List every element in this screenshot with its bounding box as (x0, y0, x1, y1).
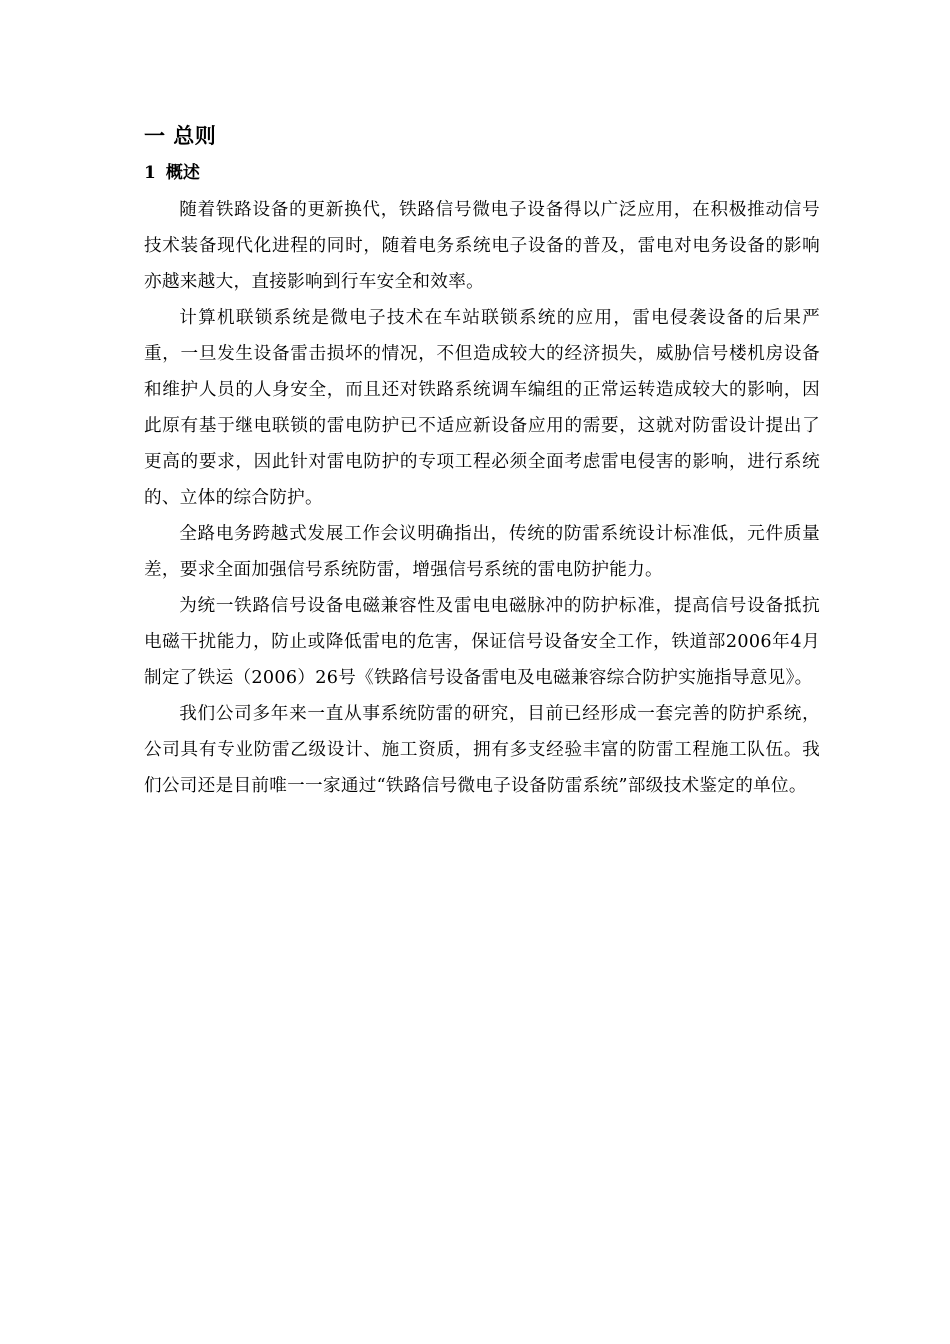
subsection-title: 概述 (165, 163, 200, 183)
paragraph-3: 全路电务跨越式发展工作会议明确指出，传统的防雷系统设计标准低，元件质量差，要求全面加强信号系统防雷，增强信号系统的雷电防护能力。 (144, 524, 820, 580)
subsection-number: 1 (144, 163, 156, 183)
document-body (144, 118, 820, 804)
paragraph-4: 为统一铁路信号设备电磁兼容性及雷电电磁脉冲的防护标准，提高信号设备抵抗电磁干扰能力，防止或降低雷电的危害，保证信号设备安全工作，铁道部2006年4月制定了铁运（2006）26号《铁路信号设备雷电及电磁兼容综合防护实施指导意见》。 (144, 596, 820, 688)
paragraph-1: 随着铁路设备的更新换代，铁路信号微电子设备得以广泛应用，在积极推动信号技术装备现代化进程的同时，随着电务系统电子设备的普及，雷电对电务设备的影响亦越来越大，直接影响到行车安全和效率。 (144, 200, 820, 292)
paragraph-2: 计算机联锁系统是微电子技术在车站联锁系统的应用，雷电侵袭设备的后果严重，一旦发生设备雷击损坏的情况，不但造成较大的经济损失，威胁信号楼机房设备和维护人员的人身安全，而且还对铁路系统调车编组的正常运转造成较大的影响，因此原有基于继电联锁的雷电防护已不适应新设备应用的需要，这就对防雷设计提出了更高的要求，因此针对雷电防护的专项工程必须全面考虑雷电侵害的影响，进行系统的、立体的综合防护。 (144, 308, 820, 508)
subsection-heading (144, 154, 820, 192)
paragraph-5: 我们公司多年来一直从事系统防雷的研究，目前已经形成一套完善的防护系统，公司具有专业防雷乙级设计、施工资质，拥有多支经验丰富的防雷工程施工队伍。我们公司还是目前唯一一家通过“铁路信号微电子设备防雷系统”部级技术鉴定的单位。 (144, 704, 820, 796)
section-title: 一 总则 (144, 123, 217, 148)
